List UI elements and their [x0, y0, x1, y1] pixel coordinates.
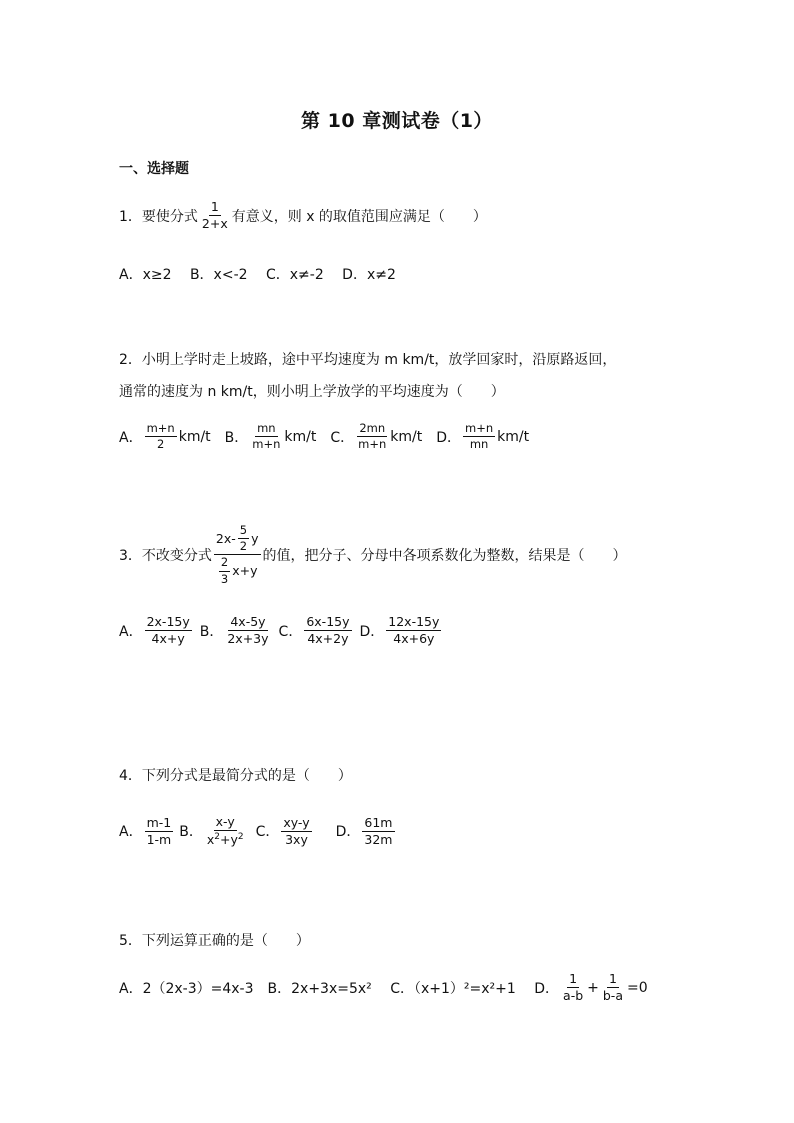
q2-option-c-unit: km/t: [390, 428, 423, 445]
q2-option-b: [225, 422, 317, 451]
q3-option-a-den: 4x+y: [151, 631, 185, 647]
q4-options: [119, 815, 411, 848]
q3-option-a: [119, 615, 194, 647]
q3-num-inner-den: 2: [239, 539, 248, 554]
q2-option-d-unit: km/t: [497, 428, 530, 445]
q2-option-c-fraction: [356, 422, 388, 451]
q3-option-c-fraction: [304, 615, 351, 647]
q2-option-a-fraction: [145, 422, 177, 451]
q5-d-equals: =0: [626, 979, 648, 996]
q1-stem-post: 有意义，则 x 的取值范围应满足（ ）: [231, 208, 487, 225]
q4-option-d-fraction: [362, 816, 394, 848]
q2-stem-line1: 2．小明上学时走上坡路，途中平均速度为 m km/t，放学回家时，沿原路返回，: [119, 352, 617, 368]
q2-option-a-den: 2: [156, 437, 165, 452]
q3-option-c-den: 4x+2y: [307, 631, 349, 647]
q5-options: [119, 972, 648, 1004]
q4-option-b-den: [205, 831, 246, 848]
q3-option-d-num: 12x-15y: [386, 615, 441, 631]
q2-options: [119, 422, 543, 451]
q3-num-term-b: y: [251, 530, 259, 546]
q4-option-d-label: D．: [335, 824, 361, 841]
q3-option-b-label: B．: [199, 623, 224, 640]
q5-option-d-fraction-2: [601, 972, 625, 1004]
q2-option-b-fraction: [250, 422, 282, 451]
q1-stem-pre: 1．要使分式: [119, 208, 198, 225]
q5-d-plus: +: [587, 979, 599, 996]
q4-option-a-den: 1-m: [146, 831, 172, 847]
q5-d-f1-num: 1: [567, 972, 579, 988]
q1-fraction-den: 2+x: [201, 216, 228, 232]
q4-option-c-label: C．: [255, 824, 280, 841]
q3-option-b-den: 2x+3y: [227, 631, 269, 647]
q3-option-d-label: D．: [359, 623, 385, 640]
question-1: [119, 200, 487, 232]
q3-num-term-a: 2x-: [215, 530, 236, 546]
q5-options-text: A．2（2x-3）=4x-3 B．2x+3x=5x² C．（x+1）²=x²+1 D．: [119, 980, 560, 997]
q2-option-d-num: m+n: [463, 422, 495, 437]
q4-stem: 4．下列分式是最简分式的是（ ）: [119, 768, 352, 784]
q4-b-den-exp1: 2: [214, 832, 220, 843]
q3-options: [119, 615, 457, 647]
q2-option-d-label: D．: [436, 429, 462, 446]
q5-d-f2-num: 1: [607, 972, 619, 988]
q4-b-den-x: x: [206, 832, 215, 848]
q3-den-inner-num: 2: [219, 556, 230, 571]
q2-option-a-label: A．: [119, 429, 143, 446]
q4-option-b: [179, 815, 247, 848]
q2-option-d-den: mn: [469, 437, 489, 452]
q5-option-d-fraction-1: [561, 972, 585, 1004]
q4-b-den-exp2: 2: [237, 832, 244, 843]
q3-den-inner-fraction: [219, 556, 230, 585]
q4-option-a-label: A．: [119, 824, 143, 841]
q3-stem-post: 的值，把分子、分母中各项系数化为整数，结果是（ ）: [262, 547, 627, 564]
q2-option-c-label: C．: [330, 429, 355, 446]
q2-option-b-unit: km/t: [284, 428, 317, 445]
q2-option-b-den: m+n: [252, 437, 281, 452]
q2-option-c: [330, 422, 422, 451]
q3-option-b-fraction: [225, 615, 270, 647]
q4-option-d: [336, 816, 397, 848]
q2-option-a-unit: km/t: [178, 428, 211, 445]
q4-b-den-plus: +y: [219, 832, 238, 848]
q3-option-a-fraction: [145, 615, 192, 647]
q5-stem: 5．下列运算正确的是（ ）: [119, 933, 310, 949]
q4-option-b-fraction: [205, 815, 246, 848]
section-heading: 一、选择题: [119, 161, 189, 177]
q3-option-b: [200, 615, 273, 647]
q4-option-a-num: m-1: [145, 816, 174, 832]
page-title: 第 10 章测试卷（1）: [301, 110, 493, 132]
q3-den-inner-den: 3: [220, 571, 229, 586]
q3-option-b-num: 4x-5y: [228, 615, 267, 631]
q2-option-c-den: m+n: [358, 437, 387, 452]
q2-option-d: [436, 422, 529, 451]
q3-option-c-label: C．: [278, 623, 303, 640]
q2-option-d-fraction: [463, 422, 495, 451]
q3-num-inner-num: 5: [238, 524, 249, 539]
q3-option-d-fraction: [386, 615, 441, 647]
q3-option-c-num: 6x-15y: [304, 615, 351, 631]
q4-option-b-label: B．: [179, 824, 203, 841]
q4-option-c-num: xy-y: [281, 816, 311, 832]
q4-option-a: [119, 816, 175, 848]
q4-option-d-den: 32m: [364, 831, 393, 847]
q3-option-d: [360, 615, 444, 647]
q3-option-c: [279, 615, 354, 647]
q1-fraction-num: 1: [209, 200, 221, 216]
q2-option-c-num: 2mn: [357, 422, 387, 437]
q4-option-a-fraction: [145, 816, 174, 848]
q2-stem-line2: 通常的速度为 n km/t，则小明上学放学的平均速度为（ ）: [119, 384, 505, 400]
q3-num-inner-fraction: [238, 524, 249, 553]
q3-option-a-label: A．: [119, 623, 143, 640]
q4-option-b-num: x-y: [214, 815, 237, 831]
q3-den-term-b: x+y: [232, 562, 258, 578]
q5-d-f2-den: b-a: [602, 988, 623, 1004]
q2-option-b-num: mn: [255, 422, 278, 437]
q4-option-c: [256, 816, 314, 848]
q3-compound-den: [215, 555, 260, 585]
q5-d-f1-den: a-b: [563, 988, 584, 1004]
q3-option-d-den: 4x+6y: [393, 631, 435, 647]
q1-fraction: [200, 200, 230, 232]
q4-option-c-fraction: [281, 816, 311, 848]
q3-stem-pre: 3．不改变分式: [119, 547, 212, 564]
question-3: [119, 524, 627, 586]
q4-option-d-num: 61m: [362, 816, 394, 832]
q3-compound-fraction: [214, 524, 261, 586]
q4-option-c-den: 3xy: [285, 831, 308, 847]
q2-option-a-num: m+n: [145, 422, 177, 437]
q3-option-a-num: 2x-15y: [145, 615, 192, 631]
q2-option-b-label: B．: [224, 429, 249, 446]
q3-compound-num: [214, 524, 261, 555]
q2-option-a: [119, 422, 211, 451]
q1-options: A．x≥2 B．x<-2 C．x≠-2 D．x≠2: [119, 267, 396, 283]
